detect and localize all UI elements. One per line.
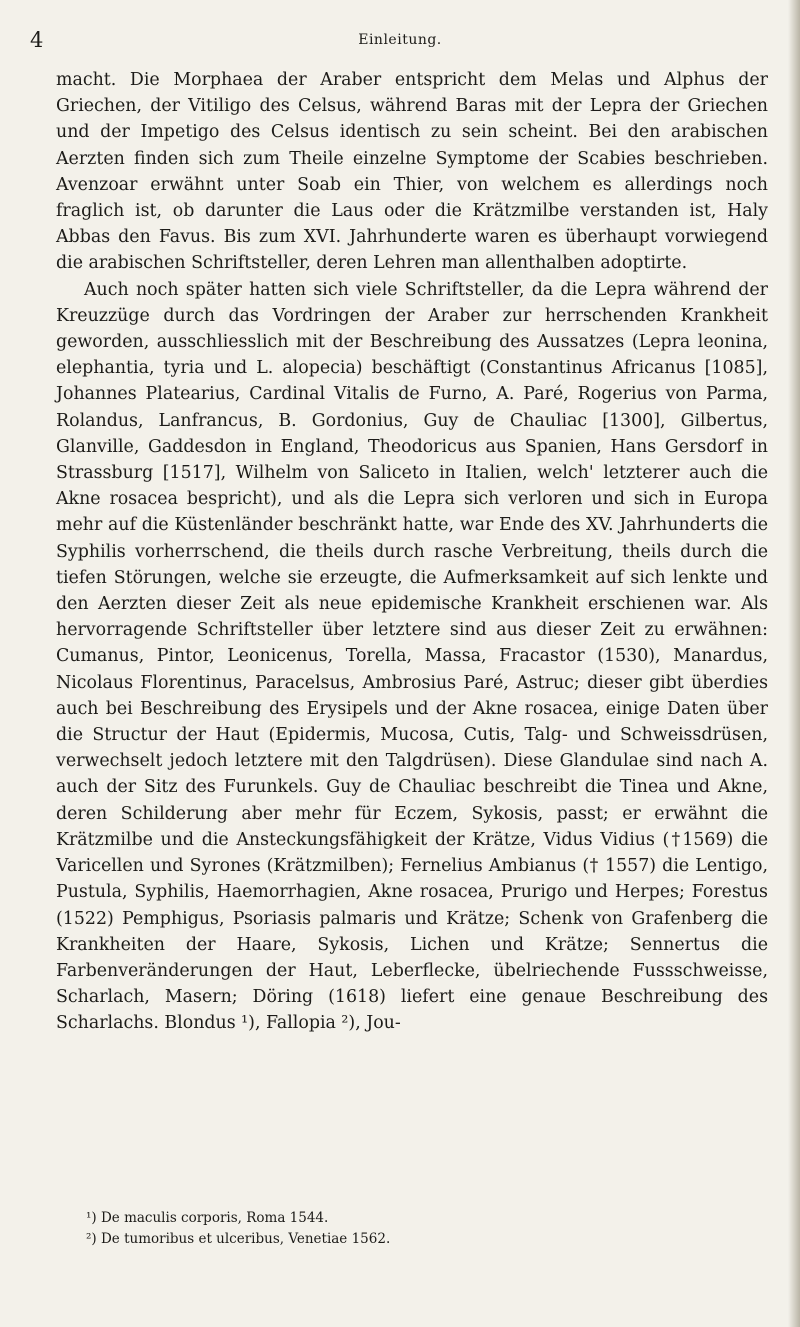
footnotes <box>56 1208 768 1250</box>
running-title: Einleitung. <box>358 32 442 48</box>
page-edge-shadow <box>788 0 800 1327</box>
main-text <box>56 67 768 1037</box>
footnote: ¹) De maculis corporis, Roma 1544. <box>86 1210 329 1226</box>
paragraph: macht. Die Morphaea der Araber entspricht dem Melas und Alphus der Griechen, der Vitiligo des Celsus, während Baras mit der Lepra der Griechen und der Impetigo des Celsus identisch zu sein scheint. Bei den arabischen Aerzten finden sich zum Theile einzelne Symptome der Scabies beschrieben. Avenzoar erwähnt unter Soab ein Thier, von welchem es allerdings noch fraglich ist, ob darunter die Laus oder die Krätzmilbe verstanden ist, Haly Abbas den Favus. Bis zum XVI. Jahrhunderte waren es überhaupt vorwiegend die arabischen Schriftsteller, deren Lehren man allenthalben adoptirte. <box>56 70 768 274</box>
paragraph: Auch noch später hatten sich viele Schriftsteller, da die Lepra während der Kreuzzüge durch das Vordringen der Araber zur herrschenden Krankheit geworden, ausschliesslich mit der Beschreibung des Aussatzes (Lepra leonina, elephantia, tyria und L. alopecia) beschäftigt (Constantinus Africanus [1085], Johannes Platearius, Cardinal Vitalis de Furno, A. Paré, Rogerius von Parma, Rolandus, Lanfrancus, B. Gordonius, Guy de Chauliac [1300], Gilbertus, Glanville, Gaddesdon in England, Theodoricus aus Spanien, Hans Gersdorf in Strassburg [1517], Wilhelm von Saliceto in Italien, welch' letzterer auch die Akne rosacea bespricht), und als die Lepra sich verloren und sich in Europa mehr auf die Küstenländer beschränkt hatte, war Ende des XV. Jahrhunderts die Syphilis vorherrschend, die theils durch rasche Verbreitung, theils durch die tiefen Störungen, welche sie erzeugte, die Aufmerksamkeit auf sich lenkte und den Aerzten dieser Zeit als neue epidemische Krankheit erschienen war. Als hervorragende Schriftsteller über letztere sind aus dieser Zeit zu erwähnen: Cumanus, Pintor, Leonicenus, Torella, Massa, Fracastor (1530), Manardus, Nicolaus Florentinus, Paracelsus, Ambrosius Paré, Astruc; dieser gibt überdies auch bei Beschreibung des Erysipels und der Akne rosacea, einige Daten über die Structur der Haut (Epidermis, Mucosa, Cutis, Talg- und Schweissdrüsen, verwechselt jedoch letztere mit den Talgdrüsen). Diese Glandulae sind nach A. auch der Sitz des Furunkels. Guy de Chauliac beschreibt die Tinea und Akne, deren Schilderung aber mehr für Eczem, Sykosis, passt; er erwähnt die Krätzmilbe und die Ansteckungsfähigkeit der Krätze, Vidus Vidius (†1569) die Varicellen und Syrones (Krätzmilben); Fernelius Ambianus († 1557) die Lentigo, Pustula, Syphilis, Haemorrhagien, Akne rosacea, Prurigo und Herpes; Forestus (1522) Pemphigus, Psoriasis palmaris und Krätze; Schenk von Grafenberg die Krankheiten der Haare, Sykosis, Lichen und Krätze; Sennertus die Farbenveränderungen der Haut, Leberflecke, übelriechende Fussschweisse, Scharlach, Masern; Döring (1618) liefert eine genaue Beschreibung des Scharlachs. Blondus ¹), Fallopia ²), Jou- <box>56 279 768 1034</box>
footnote: ²) De tumoribus et ulceribus, Venetiae 1562. <box>86 1231 391 1247</box>
page-number: 4 <box>30 28 44 52</box>
